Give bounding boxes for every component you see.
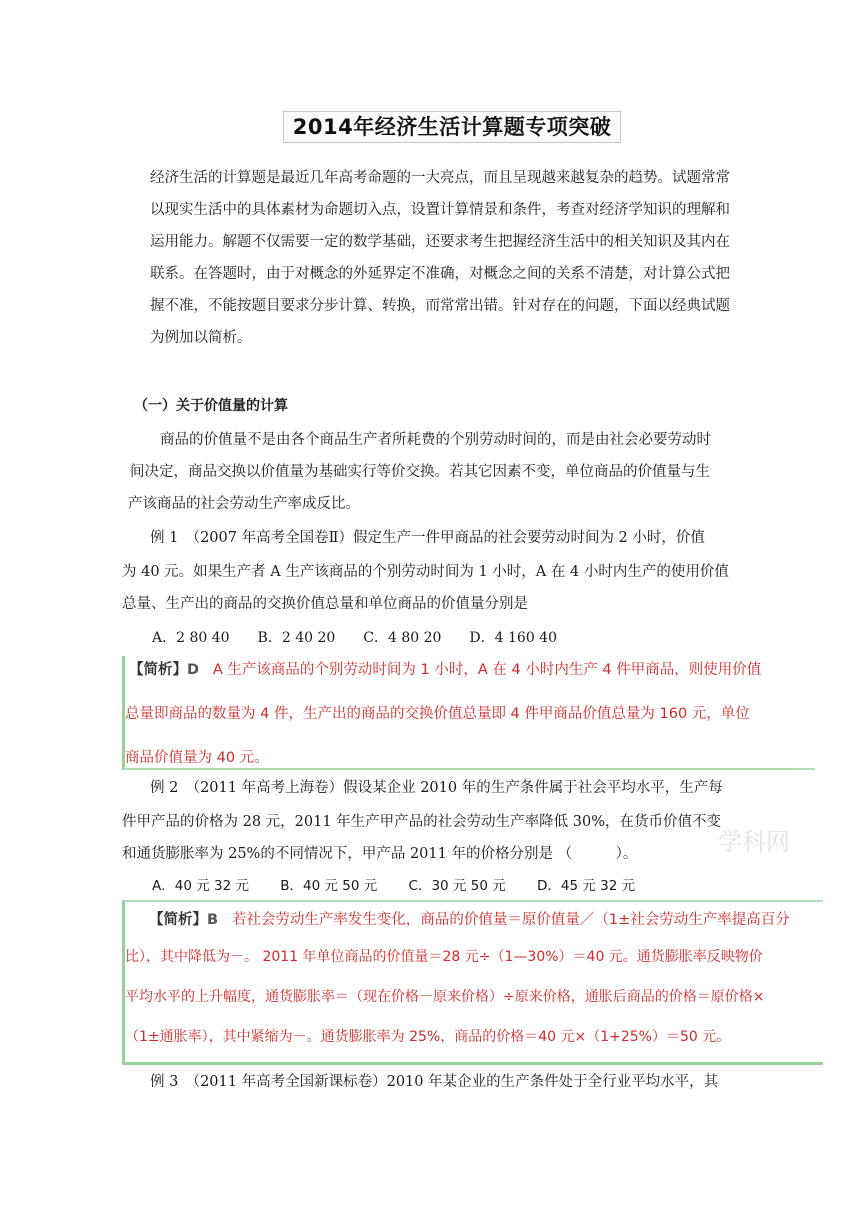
example-options: A．2 80 40 B．2 40 20 C．4 80 20 D．4 160 40 <box>152 630 557 646</box>
analysis-label: 【简析】 <box>129 662 187 678</box>
analysis-answer: B <box>207 912 219 928</box>
section-text-line: 产该商品的社会劳动生产率成反比。 <box>128 496 360 512</box>
analysis-line: 商品价值量为 40 元。 <box>125 750 269 766</box>
example-text-line: 总量、生产出的商品的交换价值总量和单位商品的价值量分别是 <box>122 596 528 612</box>
analysis-line: A 生产该商品的个别劳动时间为 1 小时，A 在 4 小时内生产 4 件甲商品，则使用价值 <box>212 662 762 678</box>
watermark-text: 学科网 <box>718 828 790 856</box>
analysis-label: 【简析】 <box>149 912 207 928</box>
analysis-box <box>122 656 815 770</box>
analysis-line: 比），其中降低为－。 2011 年单位商品的价值量＝28 元÷（1—30%）＝40 元。通货膨胀率反映物价 <box>125 949 763 965</box>
page-title: 2014年经济生活计算题专项突破 <box>283 111 621 143</box>
analysis-line: （1±通胀率），其中紧缩为－。通货膨胀率为 25%，商品的价格＝40 元×（1+25%）＝50 元。 <box>125 1029 731 1045</box>
analysis-box <box>122 900 823 1065</box>
section-text-line: 商品的价值量不是由各个商品生产者所耗费的个别劳动时间的，而是由社会必要劳动时 <box>160 432 711 448</box>
example-text-line: 例 1 （2007 年高考全国卷Ⅱ）假定生产一件甲商品的社会要劳动时间为 2 小时，价值 <box>150 530 705 546</box>
analysis-answer: D <box>187 662 200 678</box>
example-text-line: 例 3 （2011 年高考全国新课标卷）2010 年某企业的生产条件处于全行业平均水平，其 <box>150 1074 719 1090</box>
example-options: A．40 元 32 元 B．40 元 50 元 C．30 元 50 元 D．45 元 32 元 <box>152 878 636 894</box>
section-text-line: 间决定，商品交换以价值量为基础实行等价交换。若其它因素不变，单位商品的价值量与生 <box>130 464 710 480</box>
example-text-line: 为 40 元。如果生产者 A 生产该商品的个别劳动时间为 1 小时，A 在 4 小时内生产的使用价值 <box>122 564 729 580</box>
example-text-line: 件甲产品的价格为 28 元，2011 年生产甲产品的社会劳动生产率降低 30%，在货币价值不变 <box>122 814 722 830</box>
example-text-line: 和通货膨胀率为 25%的不同情况下，甲产品 2011 年的价格分别是 （ ）。 <box>122 846 638 862</box>
analysis-line: 平均水平的上升幅度，通货膨胀率＝（现在价格－原来价格）÷原来价格，通胀后商品的价格＝原价格× <box>125 989 765 1005</box>
example-text-line: 例 2 （2011 年高考上海卷）假设某企业 2010 年的生产条件属于社会平均水平，生产每 <box>150 780 723 796</box>
analysis-line: 若社会劳动生产率发生变化，商品的价值量＝原价值量／（1±社会劳动生产率提高百分 <box>231 912 790 928</box>
analysis-line: 总量即商品的数量为 4 件，生产出的商品的交换价值总量即 4 件甲商品价值总量为 160 元，单位 <box>125 706 750 722</box>
intro-paragraph: 经济生活的计算题是最近几年高考命题的一大亮点，而且呈现越来越复杂的趋势。试题常常以现实生活中的具体素材为命题切入点，设置计算情景和条件，考查对经济学知识的理解和运用能力。解题不仅需要一定的数学基础，还要求考生把握经济生活中的相关知识及其内在联系。在答题时，由于对概念的外延界定不准确，对概念之间的关系不清楚，对计算公式把握不准，不能按题目要求分步计算、转换，而常常出错。针对存在的问题，下面以经典试题为例加以简析。 <box>150 170 730 346</box>
section-heading: （一）关于价值量的计算 <box>134 398 288 414</box>
